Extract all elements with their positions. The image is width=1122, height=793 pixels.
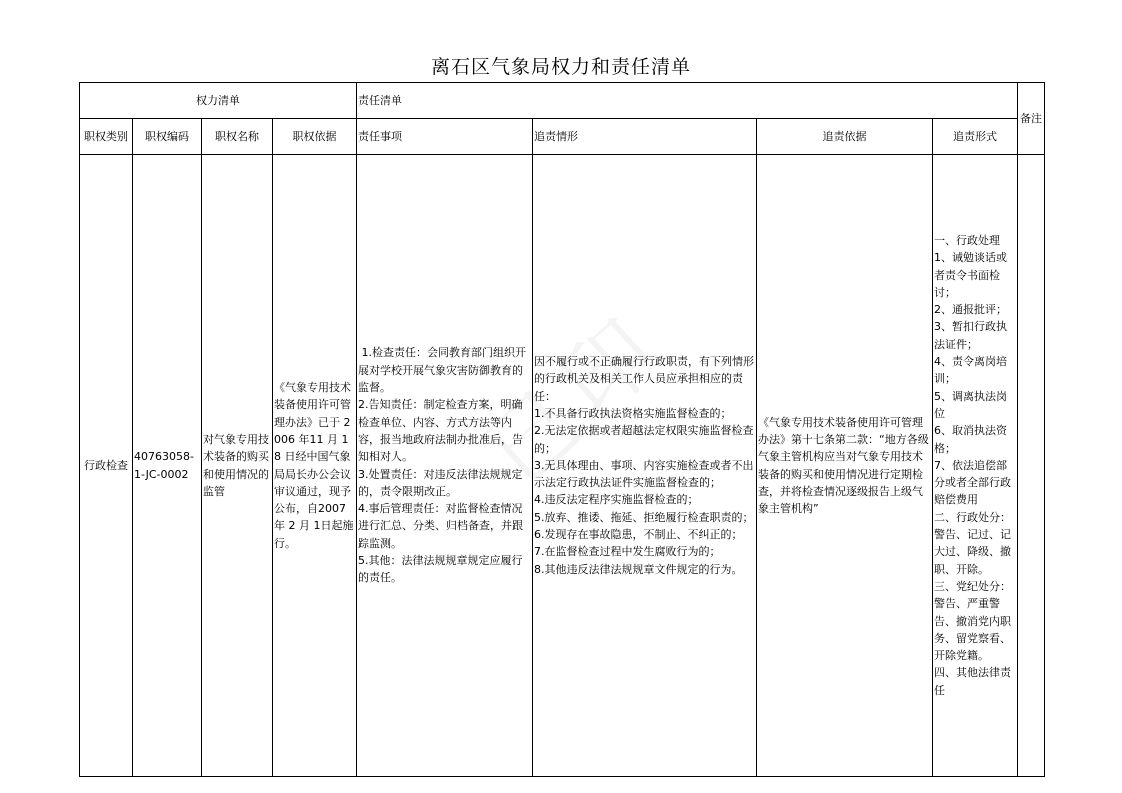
accountability-forms-cell: 一、行政处理 1、诫勉谈话或者责令书面检讨； 2、通报批评； 3、暂扣行政执法证件； 4、责令离岗培训； 5、调离执法岗位 6、取消执法资格； 7、依法追偿部分或者全部行政赔偿费用 二、行政处分：警告、记过、记大过、降级、撤职、开除。 三、党纪处分：警告、严重警告、撤消党内职务、留党察看、开除党籍。 四、其他法律责任 <box>933 155 1018 777</box>
column-header: 职权依据 <box>273 119 357 155</box>
power-category-cell: 行政检查 <box>80 155 133 777</box>
accountability-cases-cell: 因不履行或不正确履行行政职责，有下列情形的行政机关及相关工作人员应承担相应的责任： 1.不具备行政执法资格实施监督检查的； 2.无法定依据或者超越法定权限实施监督检查的； 3.无具体理由、事项、内容实施检查或者不出示法定行政执法证件实施监督检查的； 4.违反法定程序实施监督检查的； 5.放弃、推诿、拖延、拒绝履行检查职责的； 6.发现存在事故隐患，不制止、不纠正的； 7.在监督检查过程中发生腐败行为的； 8.其他违反法律法规规章文件规定的行为。 <box>533 155 757 777</box>
column-header: 责任事项 <box>357 119 533 155</box>
power-list-header: 权力清单 <box>80 83 357 119</box>
page-title: 离石区气象局权力和责任清单 <box>430 56 691 78</box>
power-name-cell: 对气象专用技术装备的购买和使用情况的监管 <box>202 155 273 777</box>
power-code-cell: 40763058-1-JC-0002 <box>133 155 202 777</box>
column-header: 职权编码 <box>133 119 202 155</box>
table-row <box>80 155 1045 777</box>
responsibility-list-header: 责任清单 <box>357 83 1018 119</box>
power-responsibility-table <box>79 82 1045 777</box>
column-header: 职权名称 <box>202 119 273 155</box>
accountability-basis-cell: 《气象专用技术装备使用许可管理办法》第十七条第二款：“地方各级气象主管机构应当对气象专用技术装备的购买和使用情况进行定期检查，并将检查情况逐级报告上级气象主管机构” <box>757 155 933 777</box>
column-header: 职权类别 <box>80 119 133 155</box>
column-header: 追责形式 <box>933 119 1018 155</box>
power-basis-cell: 《气象专用技术装备使用许可管理办法》已于 2006 年11 月 18 日经中国气象局局长办公会议审议通过，现予公布，自2007 年 2 月 1日起施行。 <box>273 155 357 777</box>
duties-cell: 1.检查责任：会同教育部门组织开展对学校开展气象灾害防御教育的监督。 2.告知责任：制定检查方案，明确检查单位、内容、方式方法等内容，报当地政府法制办批准后，告知相对人。 3.处置责任：对违反法律法规规定的，责令限期改正。 4.事后管理责任：对监督检查情况进行汇总、分类、归档备查，并跟踪监测。 5.其他：法律法规规章规定应履行的责任。 <box>357 155 533 777</box>
remarks-header: 备注 <box>1018 83 1045 155</box>
column-header: 追责情形 <box>533 119 757 155</box>
column-header: 追责依据 <box>757 119 933 155</box>
remarks-cell <box>1018 155 1045 777</box>
